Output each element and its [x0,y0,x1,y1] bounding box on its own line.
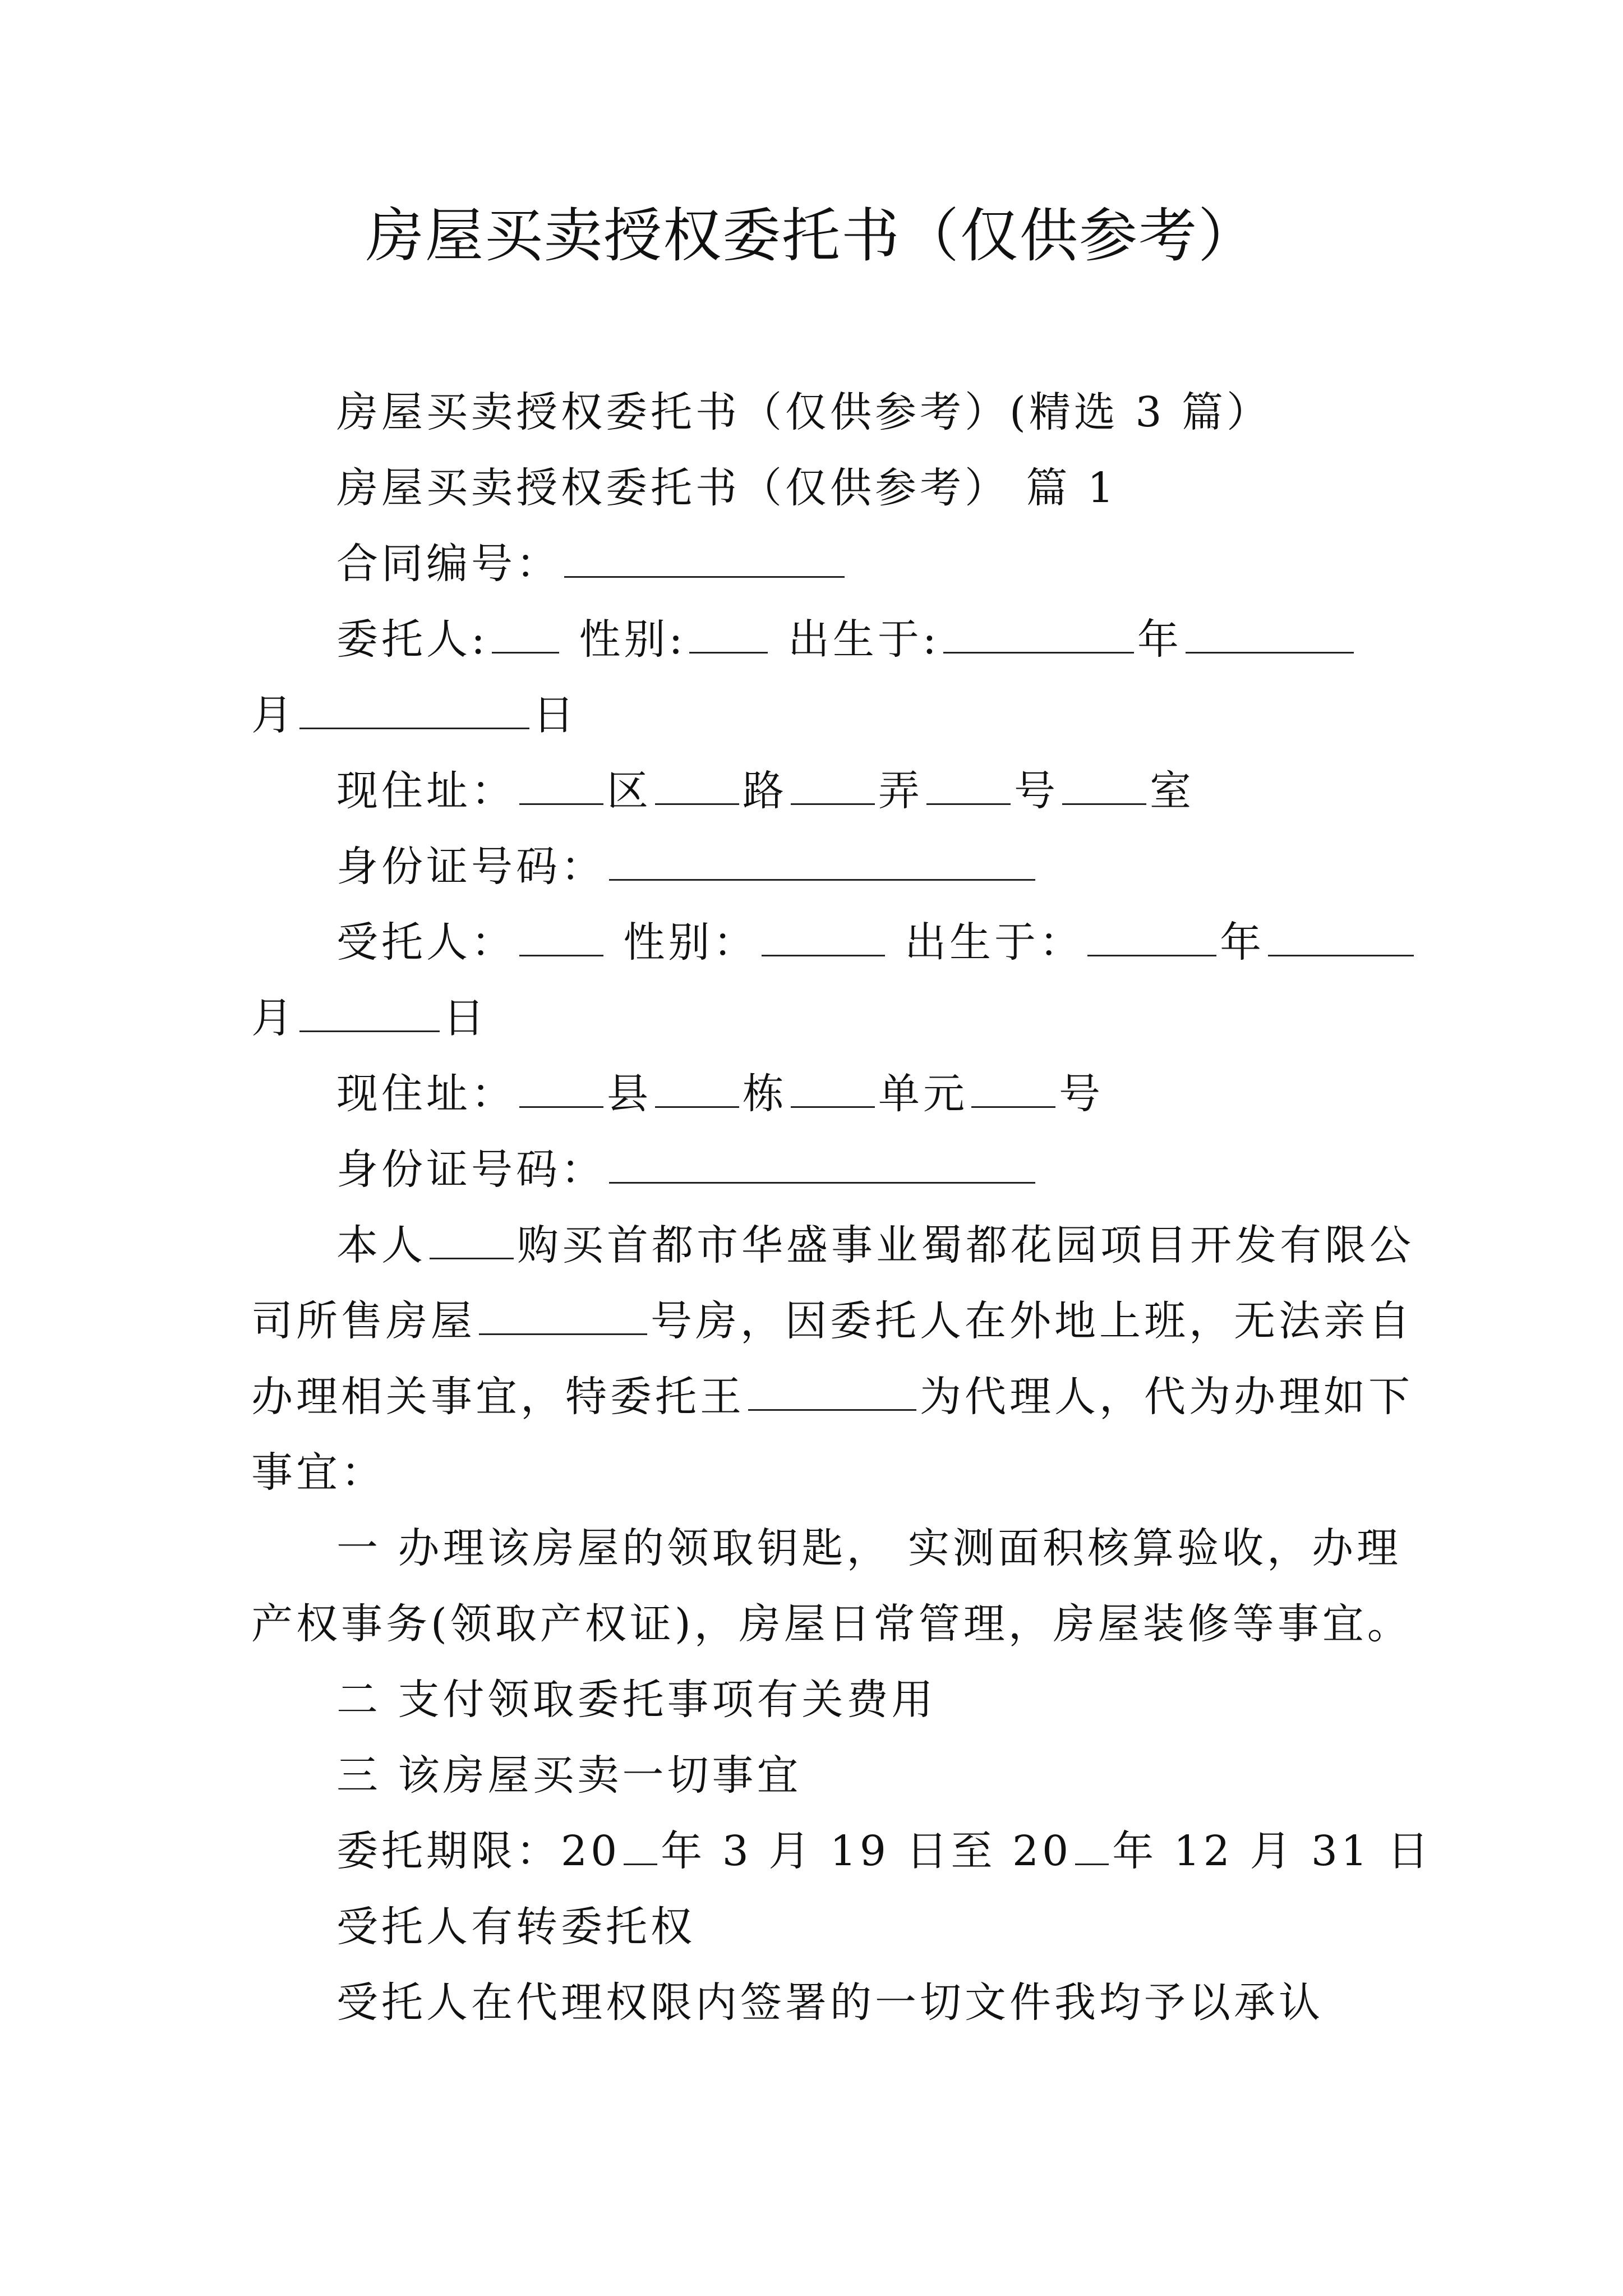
acknowledge: 受托人在代理权限内签署的一切文件我均予以承认 [336,1978,1324,2027]
term-text: 年 3 月 19 日至 20 [661,1827,1072,1875]
sub-delegation: 受托人有转委托权 [336,1903,695,1951]
principal-month-blank [299,688,529,729]
address-blank [971,1067,1055,1108]
body-text: 号房，因委托人在外地上班，无法亲自 [651,1297,1413,1345]
address-blank [519,764,603,805]
agent-id-row [336,1142,1039,1198]
address-blank [791,1067,875,1108]
term-year-blank [624,1824,657,1865]
agent-born-blank [1087,915,1216,956]
item-1-line-2: 产权事务(领取产权证)，房屋日常管理，房屋装修等事宜。 [251,1600,1412,1648]
address-blank [655,1067,739,1108]
term-row [336,1823,1432,1879]
body-line-4: 事宜： [251,1448,386,1497]
principal-gender-label: 性别: [579,615,686,664]
room-number-blank [479,1294,647,1335]
term-text: 委托期限：20 [336,1827,621,1875]
address-part: 号 [1014,767,1059,815]
principal-month-label: 月 [251,691,296,739]
address-blank [519,1067,603,1108]
principal-born-blank [943,613,1134,654]
agent-label: 受托人： [336,918,516,967]
address-part: 单元 [878,1070,968,1118]
agent-born-label: 出生于： [905,918,1085,967]
agent-year-label: 年 [1220,918,1265,967]
principal-label: 委托人: [336,615,488,664]
agent-id-blank [609,1143,1035,1184]
agent-month-blank [299,991,440,1032]
agent-year-blank [1268,915,1414,956]
agent-gender-blank [762,915,885,956]
body-line-3 [251,1369,1413,1425]
address-part: 号 [1059,1070,1104,1118]
term-year-blank [1075,1824,1109,1865]
address-part: 区 [607,767,652,815]
contract-number-blank [564,537,845,578]
body-text: 为代理人，代为办理如下 [920,1373,1413,1421]
body-text: 购买首都市华盛事业蜀都花园项目开发有限公 [517,1221,1414,1269]
address-blank [791,764,875,805]
subtitle-part: 房屋买卖授权委托书（仅供参考） 篇 1 [336,464,1118,512]
principal-id-blank [609,840,1035,881]
principal-id-row [336,839,1039,895]
principal-row [336,611,1357,668]
agent-name-blank [519,915,603,956]
item-1-line-1: 一 办理该房屋的领取钥匙， 实测面积核算验收，办理 [336,1524,1402,1572]
agent-day-label: 日 [443,994,488,1042]
principal-day-label: 日 [533,691,578,739]
address-part: 弄 [878,767,923,815]
body-line-1 [336,1217,1414,1273]
principal-born-label: 出生于: [787,615,940,664]
term-text: 年 12 月 31 日 [1112,1827,1432,1875]
address-blank [655,764,739,805]
contract-number-label: 合同编号： [336,540,561,588]
principal-year-blank [1186,613,1354,654]
principal-gender-blank [689,613,768,654]
item-3: 三 该房屋买卖一切事宜 [336,1751,802,1800]
principal-address-label: 现住址： [336,767,516,815]
agent-gender-label: 性别： [623,918,758,967]
principal-year-label: 年 [1137,615,1182,664]
body-text: 本人 [336,1221,426,1269]
principal-address-row [336,763,1195,819]
item-2: 二 支付领取委托事项有关费用 [336,1676,937,1724]
agent-name-inline-blank [748,1370,916,1411]
address-part: 栋 [743,1070,787,1118]
document-title: 房屋买卖授权委托书（仅供参考） [365,201,1257,270]
address-blank [1062,764,1146,805]
body-line-2 [251,1293,1413,1349]
principal-name-blank [492,613,559,654]
subtitle-selection: 房屋买卖授权委托书（仅供参考）(精选 3 篇） [336,388,1271,436]
address-part: 县 [607,1070,652,1118]
body-text: 司所售房屋 [251,1297,476,1345]
address-part: 室 [1150,767,1195,815]
contract-number-row [336,536,848,592]
agent-row [336,914,1417,970]
body-text: 办理相关事宜，特委托王 [251,1373,745,1421]
address-blank [926,764,1011,805]
agent-id-label: 身份证号码： [336,1145,606,1194]
agent-address-row [336,1066,1104,1122]
agent-address-label: 现住址： [336,1070,516,1118]
principal-id-label: 身份证号码： [336,843,606,891]
address-part: 路 [743,767,787,815]
agent-birth-row-2 [251,990,488,1046]
buyer-blank [430,1218,514,1259]
agent-month-label: 月 [251,994,296,1042]
principal-birth-row-2 [251,687,578,743]
